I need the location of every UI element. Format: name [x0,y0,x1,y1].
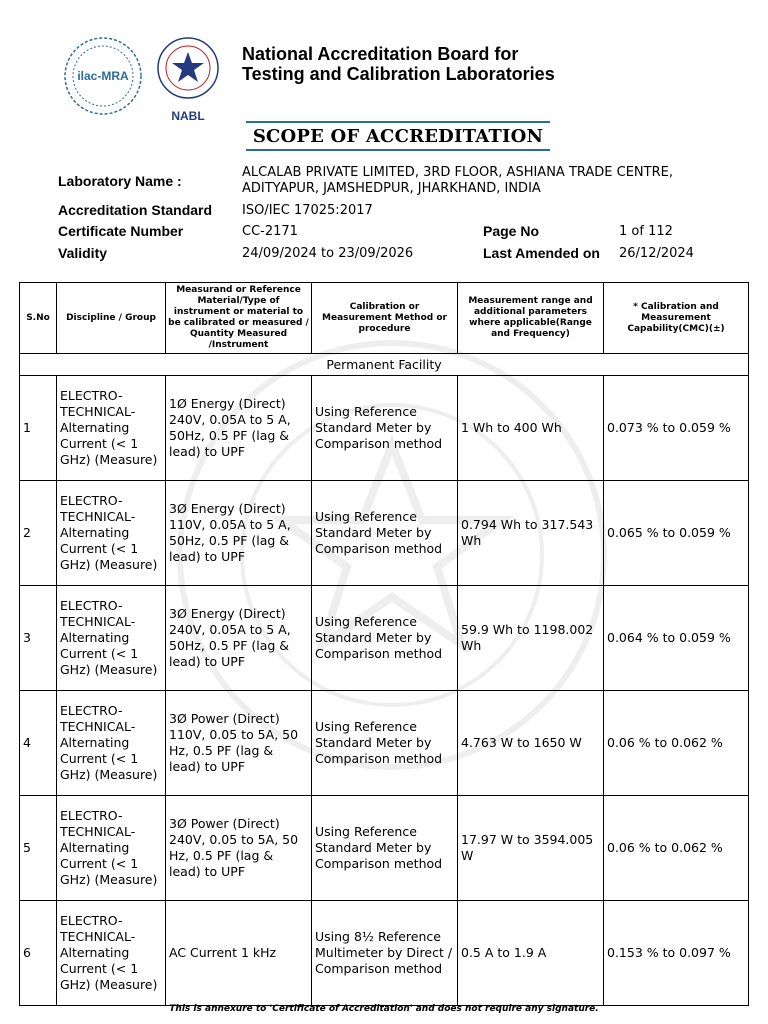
standard-label: Accreditation Standard [58,202,213,218]
cell-sno: 6 [20,901,57,1006]
amended-value: 26/12/2024 [619,246,694,261]
cell-discipline: ELECTRO-TECHNICAL-Alternating Current (< 1 GHz) (Measure) [57,691,166,796]
cell-cmc: 0.153 % to 0.097 % [604,901,749,1006]
cell-discipline: ELECTRO-TECHNICAL-Alternating Current (< 1 GHz) (Measure) [57,796,166,901]
table-row [20,586,749,691]
ilac-logo-text: ilac-MRA [77,69,129,83]
scope-title: SCOPE OF ACCREDITATION [246,121,550,151]
lab-name-line2: ADITYAPUR, JAMSHEDPUR, JHARKHAND, INDIA [242,181,541,196]
cell-cmc: 0.073 % to 0.059 % [604,376,749,481]
cell-discipline: ELECTRO-TECHNICAL-Alternating Current (< 1 GHz) (Measure) [57,376,166,481]
cell-sno: 2 [20,481,57,586]
cell-sno: 5 [20,796,57,901]
validity-label: Validity [58,245,108,261]
standard-value: ISO/IEC 17025:2017 [242,203,373,218]
page-label: Page No [483,223,540,239]
cell-sno: 3 [20,586,57,691]
org-title-line1: National Accreditation Board for [242,44,519,64]
lab-name-label: Laboratory Name : [58,173,182,189]
header-sno: S.No [20,283,57,354]
cell-sno: 1 [20,376,57,481]
cell-measurand: 3Ø Power (Direct) 240V, 0.05 to 5A, 50 Hz, 0.5 PF (lag & lead) to UPF [166,796,312,901]
cell-discipline: ELECTRO-TECHNICAL-Alternating Current (< 1 GHz) (Measure) [57,901,166,1006]
cell-discipline: ELECTRO-TECHNICAL-Alternating Current (< 1 GHz) (Measure) [57,481,166,586]
cell-cmc: 0.064 % to 0.059 % [604,586,749,691]
cell-measurand: 3Ø Energy (Direct) 240V, 0.05A to 5 A, 50Hz, 0.5 PF (lag & lead) to UPF [166,586,312,691]
ilac-mra-logo [62,36,144,116]
cell-cmc: 0.065 % to 0.059 % [604,481,749,586]
nabl-logo-text: NABL [171,109,205,123]
cell-method: Using Reference Standard Meter by Comparison method [312,586,458,691]
header-method: Calibration or Measurement Method or procedure [312,283,458,354]
cell-measurand: 3Ø Power (Direct) 110V, 0.05 to 5A, 50 Hz, 0.5 PF (lag & lead) to UPF [166,691,312,796]
logo-group [62,36,222,124]
cell-method: Using 8½ Reference Multimeter by Direct / Comparison method [312,901,458,1006]
cell-method: Using Reference Standard Meter by Comparison method [312,481,458,586]
amended-label: Last Amended on [483,245,600,261]
facility-label: Permanent Facility [20,354,749,376]
cell-range: 17.97 W to 3594.005 W [458,796,604,901]
org-title [242,44,555,84]
cert-label: Certificate Number [58,223,184,239]
cell-range: 59.9 Wh to 1198.002 Wh [458,586,604,691]
footer-note: This is annexure to 'Certificate of Accreditation' and does not require any signature. [169,1004,599,1014]
org-title-line2: Testing and Calibration Laboratories [242,64,555,84]
cell-cmc: 0.06 % to 0.062 % [604,691,749,796]
lab-name-value [242,165,673,197]
cell-measurand: AC Current 1 kHz [166,901,312,1006]
page-value: 1 of 112 [619,224,673,239]
nabl-logo [154,36,222,124]
cell-cmc: 0.06 % to 0.062 % [604,796,749,901]
cell-range: 1 Wh to 400 Wh [458,376,604,481]
header-range: Measurement range and additional parameters where applicable(Range and Frequency) [458,283,604,354]
cell-range: 0.5 A to 1.9 A [458,901,604,1006]
header-measurand: Measurand or Reference Material/Type of instrument or material to be calibrated or measured / Quantity Measured /Instrument [166,283,312,354]
header-discipline: Discipline / Group [57,283,166,354]
table-row [20,796,749,901]
cell-method: Using Reference Standard Meter by Comparison method [312,691,458,796]
cell-sno: 4 [20,691,57,796]
table-row [20,691,749,796]
header-cmc: * Calibration and Measurement Capability(CMC)(±) [604,283,749,354]
cell-method: Using Reference Standard Meter by Comparison method [312,796,458,901]
cert-value: CC-2171 [242,224,298,239]
cell-discipline: ELECTRO-TECHNICAL-Alternating Current (< 1 GHz) (Measure) [57,586,166,691]
cell-range: 4.763 W to 1650 W [458,691,604,796]
table-row [20,481,749,586]
scope-table [19,282,749,1006]
cell-range: 0.794 Wh to 317.543 Wh [458,481,604,586]
facility-row [20,354,749,376]
validity-value: 24/09/2024 to 23/09/2026 [242,246,414,261]
table-row [20,901,749,1006]
cell-measurand: 3Ø Energy (Direct) 110V, 0.05A to 5 A, 50Hz, 0.5 PF (lag & lead) to UPF [166,481,312,586]
cell-measurand: 1Ø Energy (Direct) 240V, 0.05A to 5 A, 50Hz, 0.5 PF (lag & lead) to UPF [166,376,312,481]
lab-name-line1: ALCALAB PRIVATE LIMITED, 3RD FLOOR, ASHIANA TRADE CENTRE, [242,165,673,180]
table-header-row [20,283,749,354]
cell-method: Using Reference Standard Meter by Comparison method [312,376,458,481]
table-row [20,376,749,481]
